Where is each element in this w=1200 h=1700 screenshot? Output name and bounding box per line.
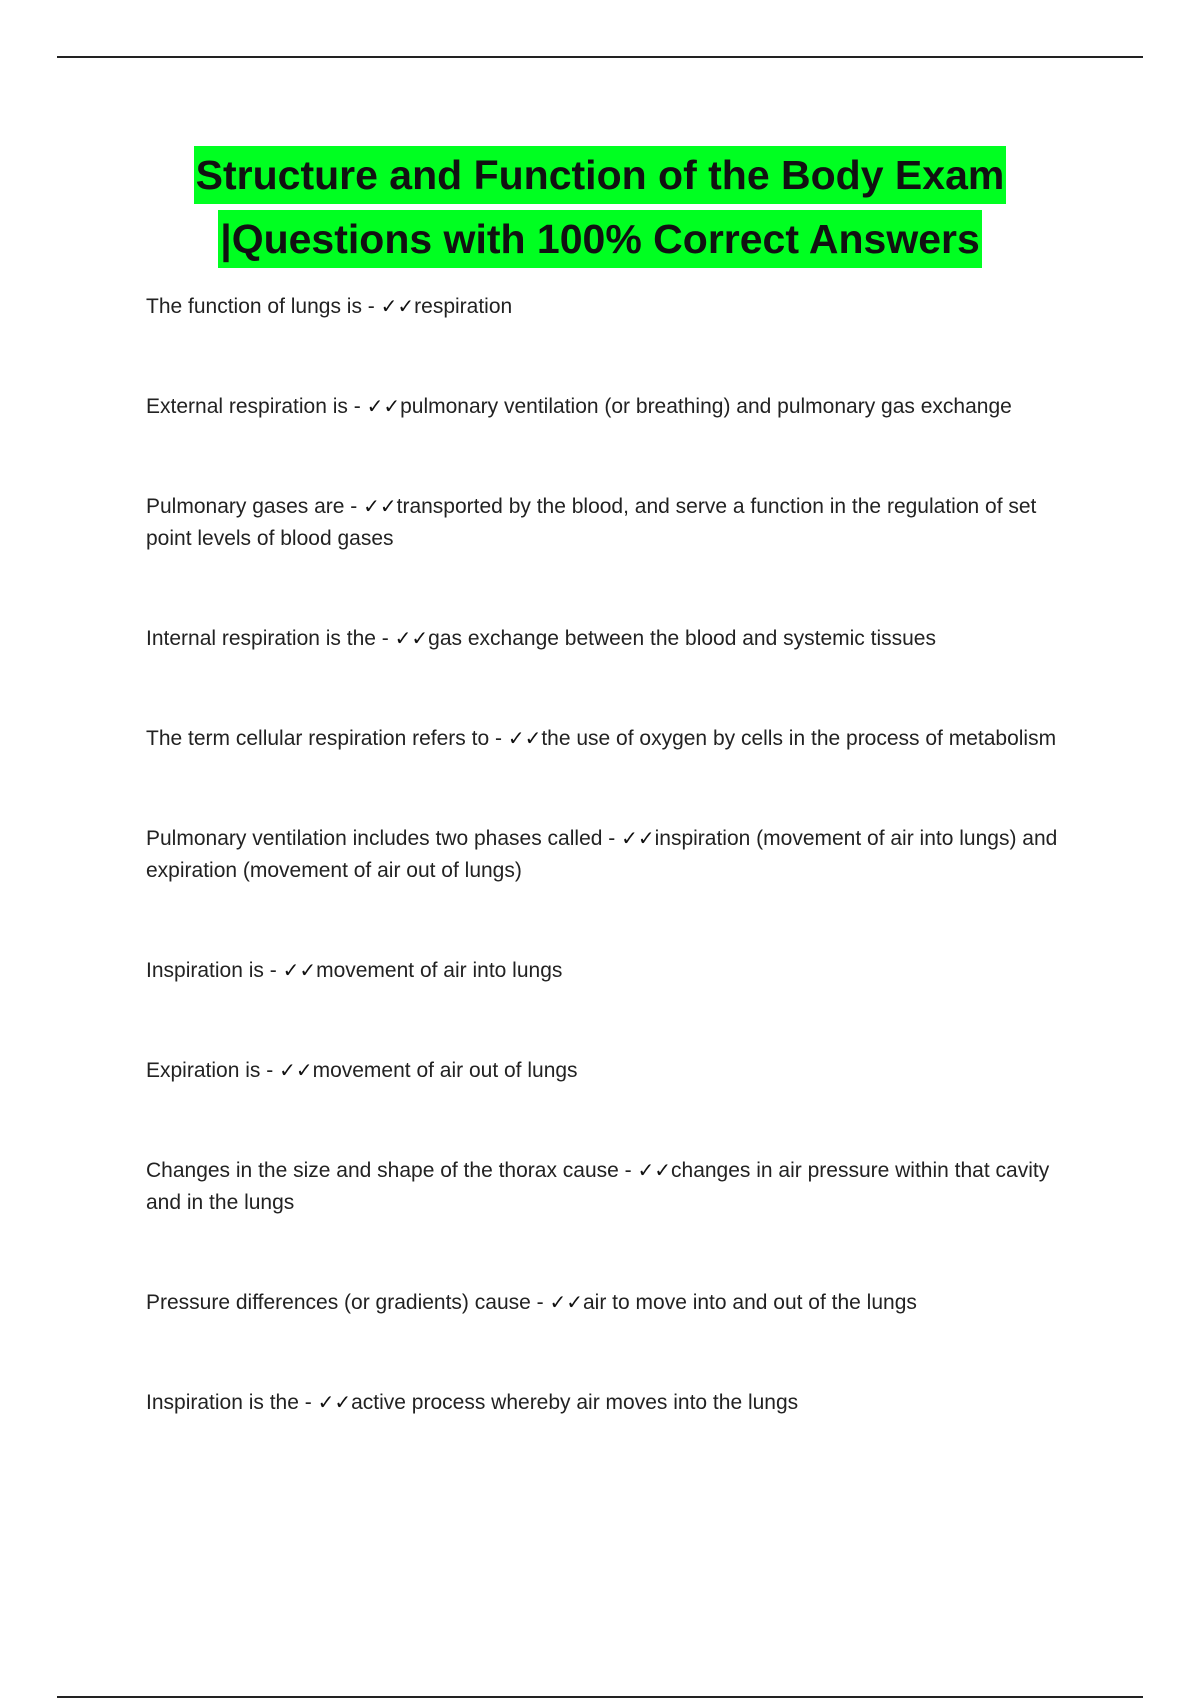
answer-text: inspiration (movement of air into lungs) and expiration (movement of air out of lungs) (146, 827, 1058, 882)
double-check-icon: ✓✓ (637, 1158, 672, 1182)
separator: - (347, 395, 367, 418)
qa-item (146, 722, 1086, 755)
separator: - (344, 495, 364, 518)
separator: - (263, 959, 283, 982)
qa-item (146, 622, 1086, 655)
question-text: External respiration is (146, 395, 348, 418)
answer-text: movement of air out of lungs (312, 1059, 578, 1082)
double-check-icon: ✓✓ (549, 1290, 583, 1314)
question-text: Inspiration is the (146, 1391, 299, 1414)
qa-item (146, 390, 1086, 423)
separator: - (298, 1391, 318, 1414)
answer-text: changes in air pressure within that cavity and in the lungs (146, 1159, 1050, 1214)
answer-text: active process whereby air moves into the lungs (351, 1391, 799, 1414)
qa-item (146, 822, 1086, 887)
bottom-rule (57, 1696, 1143, 1698)
qa-item (146, 290, 1086, 323)
answer-text: gas exchange between the blood and systemic tissues (428, 627, 936, 650)
qa-item (146, 490, 1086, 555)
double-check-icon: ✓✓ (366, 394, 401, 418)
question-text: Pulmonary gases are (146, 495, 345, 518)
qa-item (146, 1386, 1086, 1419)
qa-item (146, 1054, 1086, 1087)
double-check-icon: ✓✓ (279, 1058, 313, 1082)
top-rule (57, 56, 1143, 58)
answer-text: respiration (414, 295, 513, 318)
question-text: The term cellular respiration refers to (146, 727, 490, 750)
separator: - (361, 295, 381, 318)
qa-item (146, 1154, 1086, 1219)
double-check-icon: ✓✓ (363, 494, 397, 518)
double-check-icon: ✓✓ (394, 626, 429, 650)
separator: - (618, 1159, 638, 1182)
double-check-icon: ✓✓ (317, 1390, 352, 1414)
question-text: Pulmonary ventilation includes two phases called (146, 827, 603, 850)
answer-text: movement of air into lungs (316, 959, 563, 982)
question-text: Expiration is (146, 1059, 261, 1082)
question-text: Inspiration is (146, 959, 264, 982)
qa-item (146, 954, 1086, 987)
separator: - (489, 727, 508, 750)
answer-text: the use of oxygen by cells in the process of metabolism (541, 727, 1057, 750)
separator: - (602, 827, 622, 850)
title-line-1: Structure and Function of the Body Exam (194, 146, 1007, 204)
qa-list (146, 290, 1086, 1419)
question-text: Pressure differences (or gradients) cause (146, 1291, 531, 1314)
answer-text: transported by the blood, and serve a function in the regulation of set point levels of blood gases (146, 495, 1037, 550)
answer-text: pulmonary ventilation (or breathing) and pulmonary gas exchange (400, 395, 1012, 418)
separator: - (260, 1059, 280, 1082)
question-text: Internal respiration is the (146, 627, 376, 650)
document-title (0, 146, 1200, 268)
qa-item (146, 1286, 1086, 1319)
question-text: Changes in the size and shape of the thorax cause (146, 1159, 619, 1182)
separator: - (530, 1291, 550, 1314)
title-line-2: |Questions with 100% Correct Answers (218, 210, 982, 268)
question-text: The function of lungs is (146, 295, 362, 318)
double-check-icon: ✓✓ (282, 958, 317, 982)
separator: - (375, 627, 395, 650)
double-check-icon: ✓✓ (621, 826, 655, 850)
answer-text: air to move into and out of the lungs (583, 1291, 917, 1314)
double-check-icon: ✓✓ (507, 726, 542, 750)
double-check-icon: ✓✓ (380, 294, 415, 318)
